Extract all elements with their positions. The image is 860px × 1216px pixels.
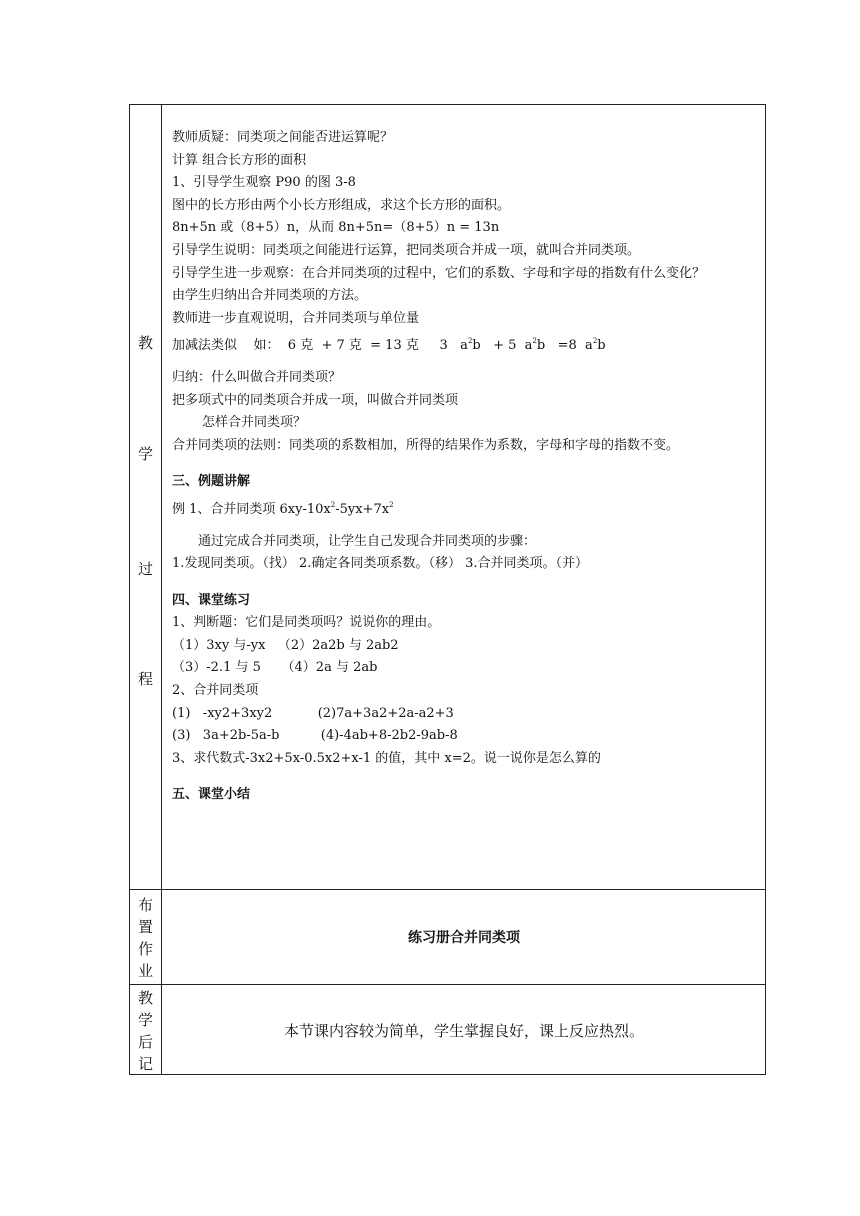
process-label: [130, 105, 161, 889]
homework-label-char: 业: [137, 962, 153, 980]
homework-text: 练习册合并同类项: [408, 930, 520, 946]
homework-label-char: 置: [137, 918, 153, 936]
reflection-label: [130, 985, 161, 1075]
reflection-label-char: 记: [137, 1055, 153, 1073]
text-line: 教师进一步直观说明，合并同类项与单位量: [172, 310, 420, 326]
spacer: [172, 353, 762, 367]
formula-part: 加减法类似 如： 6 克 + 7 克 = 13 克 3 a: [172, 338, 468, 354]
text-line: （3）-2.1 与 5 （4）2a 与 2ab: [172, 660, 378, 676]
formula-part: b + 5 a: [472, 338, 533, 354]
text-line-formula: [172, 494, 762, 517]
lesson-table: [129, 104, 766, 1075]
reflection-label-char: 学: [137, 1011, 153, 1029]
section-heading: 三、例题讲解: [172, 474, 251, 490]
process-label-char: 程: [137, 670, 153, 688]
text-line: 8n+5n 或（8+5）n，从而 8n+5n=（8+5）n = 13n: [172, 220, 500, 236]
text-line: 归纳：什么叫做合并同类项？: [172, 369, 342, 385]
text-line: 由学生归纳出合并同类项的方法。: [172, 288, 368, 304]
text-line: 计算 组合长方形的面积: [172, 152, 307, 168]
text-line: 怎样合并同类项？: [202, 415, 307, 431]
formula-part: -5yx+7x: [335, 501, 390, 517]
exponent: 2: [592, 337, 598, 346]
text-line: 1、引导学生观察 P90 的图 3-8: [172, 175, 356, 191]
spacer: [172, 576, 762, 590]
reflection-text: 本节课内容较为简单，学生掌握良好，课上反应热烈。: [283, 1021, 644, 1040]
text-line: (3) 3a+2b-5a-b (4)-4ab+8-2b2-9ab-8: [172, 728, 458, 744]
text-line: (1) -xy2+3xy2 (2)7a+3a2+2a-a2+3: [172, 705, 454, 721]
process-label-char: 学: [137, 445, 153, 463]
lesson-content: [172, 127, 762, 807]
process-label-char: 过: [137, 560, 153, 578]
exponent: 2: [389, 500, 394, 509]
reflection-label-char: 教: [137, 989, 153, 1007]
formula-part: b =8 a: [536, 338, 593, 354]
text-line: 通过完成合并同类项，让学生自己发现合并同类项的步骤：: [198, 533, 537, 549]
text-line: 1、判断题：它们是同类项吗？说说你的理由。: [172, 615, 441, 631]
exponent: 2: [330, 500, 336, 509]
text-line: 2、合并同类项: [172, 683, 259, 699]
text-line: 3、求代数式-3x2+5x-0.5x2+x-1 的值，其中 x=2。说一说你是怎么算的: [172, 750, 601, 766]
process-label-char: 教: [137, 334, 153, 352]
text-line: 图中的长方形由两个小长方形组成，求这个长方形的面积。: [172, 197, 511, 213]
exponent: 2: [467, 337, 473, 346]
text-line: 教师质疑：同类项之间能否进运算呢？: [172, 130, 394, 145]
formula-part: 例 1、合并同类项 6xy-10x: [172, 501, 331, 517]
spacer: [172, 770, 762, 784]
text-line: 引导学生说明：同类项之间能进行运算，把同类项合并成一项，就叫合并同类项。: [172, 242, 641, 258]
reflection-label-char: 后: [137, 1033, 153, 1051]
section-heading: 四、课堂练习: [172, 592, 251, 608]
text-line: （1）3xy 与-yx （2）2a2b 与 2ab2: [172, 637, 399, 653]
homework-label-char: 布: [137, 896, 153, 914]
text-line: 把多项式中的同类项合并成一项，叫做合并同类项: [172, 392, 459, 408]
text-line: 引导学生进一步观察：在合并同类项的过程中，它们的系数、字母和字母的指数有什么变化？: [172, 265, 706, 281]
spacer: [172, 457, 762, 471]
text-line: 合并同类项的法则：同类项的系数相加，所得的结果作为系数，字母和字母的指数不变。: [172, 437, 680, 453]
formula-part: b: [597, 338, 606, 354]
text-line-formula: [172, 330, 762, 353]
section-heading: 五、课堂小结: [172, 787, 251, 803]
exponent: 2: [532, 337, 537, 346]
homework-label-char: 作: [137, 940, 153, 958]
spacer: [172, 517, 762, 531]
text-line: 1.发现同类项。（找） 2.确定各同类项系数。（移） 3.合并同类项。（并）: [172, 556, 588, 572]
homework-label: [130, 890, 161, 984]
